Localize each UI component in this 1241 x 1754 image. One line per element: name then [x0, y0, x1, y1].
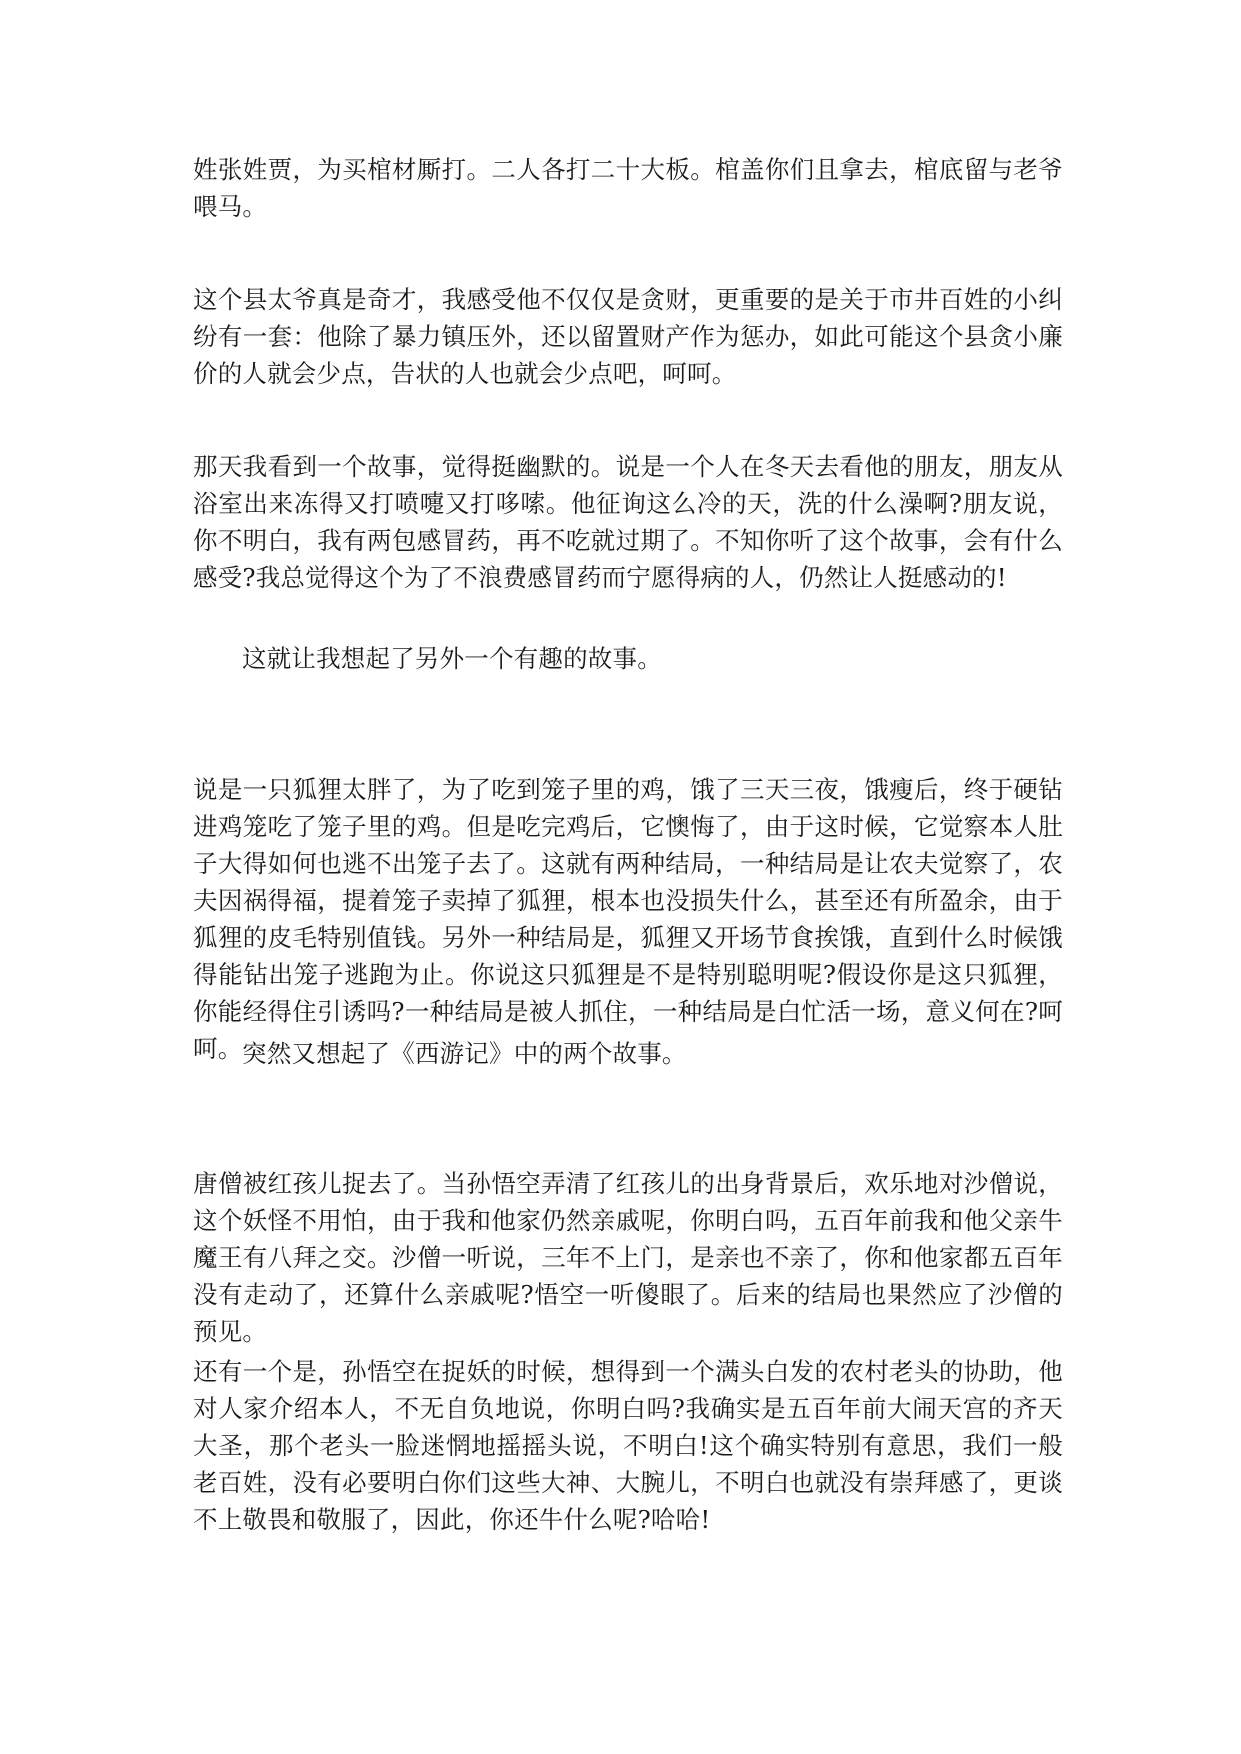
- paragraph-5: 说是一只狐狸太胖了，为了吃到笼子里的鸡，饿了三天三夜，饿瘦后，终于硬钻进鸡笼吃了笼子里的鸡。但是吃完鸡后，它懊悔了，由于这时候，它觉察本人肚子大得如何也逃不出笼子去了。这就有两种结局，一种结局是让农夫觉察了，农夫因祸得福，提着笼子卖掉了狐狸，根本也没损失什么，甚至还有所盈余，由于狐狸的皮毛特别值钱。另外一种结局是，狐狸又开场节食挨饿，直到什么时候饿得能钻出笼子逃跑为止。你说这只狐狸是不是特别聪明呢?假设你是这只狐狸，你能经得住引诱吗?一种结局是被人抓住，一种结局是白忙活一场，意义何在?呵呵。: [193, 775, 1063, 1063]
- paragraph-6: 突然又想起了《西游记》中的两个故事。: [242, 1039, 687, 1068]
- paragraph-3: 那天我看到一个故事，觉得挺幽默的。说是一个人在冬天去看他的朋友，朋友从浴室出来冻得又打喷嚏又打哆嗦。他征询这么冷的天，洗的什么澡啊?朋友说，你不明白，我有两包感冒药，再不吃就过期了。不知你听了这个故事，会有什么感受?我总觉得这个为了不浪费感冒药而宁愿得病的人，仍然让人挺感动的!: [193, 452, 1063, 592]
- paragraph-1: 姓张姓贾，为买棺材厮打。二人各打二十大板。棺盖你们且拿去，棺底留与老爷喂马。: [193, 155, 1063, 221]
- paragraph-2: 这个县太爷真是奇才，我感受他不仅仅是贪财，更重要的是关于市井百姓的小纠纷有一套：他除了暴力镇压外，还以留置财产作为惩办，如此可能这个县贪小廉价的人就会少点，告状的人也就会少点吧，呵呵。: [193, 285, 1063, 388]
- paragraph-7: 唐僧被红孩儿捉去了。当孙悟空弄清了红孩儿的出身背景后，欢乐地对沙僧说，这个妖怪不用怕，由于我和他家仍然亲戚呢，你明白吗，五百年前我和他父亲牛魔王有八拜之交。沙僧一听说，三年不上门，是亲也不亲了，你和他家都五百年没有走动了，还算什么亲戚呢?悟空一听傻眼了。后来的结局也果然应了沙僧的预见。: [193, 1169, 1063, 1346]
- paragraph-8: 还有一个是，孙悟空在捉妖的时候，想得到一个满头白发的农村老头的协助，他对人家介绍本人，不无自负地说，你明白吗?我确实是五百年前大闹天宫的齐天大圣，那个老头一脸迷惘地摇摇头说，不明白!这个确实特别有意思，我们一般老百姓，没有必要明白你们这些大神、大腕儿，不明白也就没有崇拜感了，更谈不上敬畏和敬服了，因此，你还牛什么呢?哈哈!: [193, 1357, 1063, 1534]
- paragraph-4: 这就让我想起了另外一个有趣的故事。: [242, 644, 662, 673]
